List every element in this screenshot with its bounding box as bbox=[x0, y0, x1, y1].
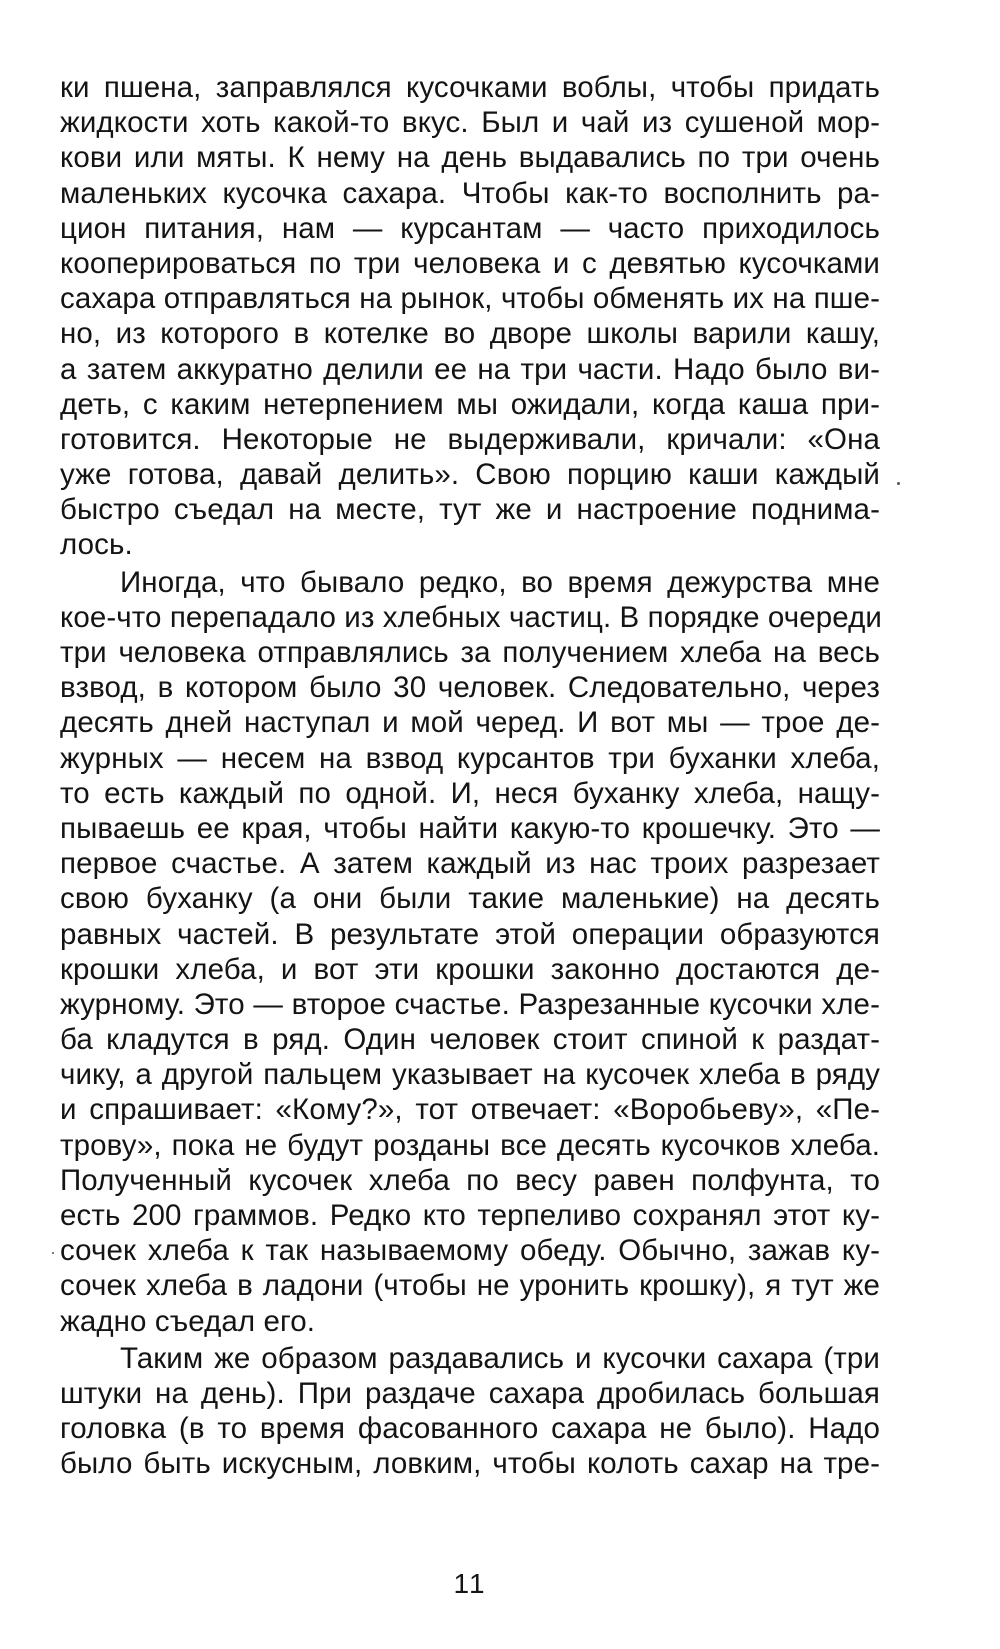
text-line: сахара отправляться на рынок, чтобы обменять их на пше- bbox=[60, 282, 880, 316]
text-line: жидкости хоть какой-то вкус. Был и чай из сушеной мор- bbox=[60, 106, 880, 140]
text-line: цион питания, нам — курсантам — часто приходилось bbox=[60, 211, 880, 245]
text-line: маленьких кусочка сахара. Чтобы как-то восполнить ра- bbox=[60, 176, 880, 210]
text-line: лось. bbox=[60, 528, 133, 562]
text-line: ба кладутся в ряд. Один человек стоит спиной к раздат- bbox=[60, 1023, 880, 1057]
text-line: уже готова, давай делить». Свою порцию каши каждый bbox=[60, 458, 880, 492]
text-line: крошки хлеба, и вот эти крошки законно достаются де- bbox=[60, 952, 880, 986]
text-line: равных частей. В результате этой операции образуются bbox=[60, 917, 880, 951]
print-speck bbox=[52, 1252, 54, 1254]
page-number: 11 bbox=[453, 1568, 487, 1599]
text-line: то есть каждый по одной. И, неся буханку хлеба, нащу- bbox=[60, 776, 880, 810]
text-line: кооперироваться по три человека и с девятью кусочками bbox=[60, 246, 880, 280]
text-line: Полученный кусочек хлеба по весу равен полфунта, то bbox=[60, 1163, 880, 1197]
paragraph-continued bbox=[60, 70, 880, 563]
text-line: ки пшена, заправлялся кусочками воблы, чтобы придать bbox=[60, 71, 880, 104]
text-line: кое-что перепадало из хлебных частиц. В порядке очереди bbox=[60, 600, 882, 634]
text-line: журному. Это — второе счастье. Разрезанные кусочки хле- bbox=[60, 987, 880, 1021]
text-line: есть 200 граммов. Редко кто терпеливо сохранял этот ку- bbox=[60, 1199, 880, 1232]
text-line: Иногда, что бывало редко, во время дежурства мне bbox=[120, 565, 880, 599]
text-line: а затем аккуратно делили ее на три части. Надо было ви- bbox=[60, 352, 880, 386]
text-line: кови или мяты. К нему на день выдавались по три очень bbox=[60, 141, 880, 175]
text-line: и спрашивает: «Кому?», тот отвечает: «Воробьеву», «Пе- bbox=[60, 1093, 880, 1127]
text-line: три человека отправлялись за получением хлеба на весь bbox=[60, 636, 880, 669]
paragraph-bread bbox=[60, 565, 880, 1339]
text-line: было быть искусным, ловким, чтобы колоть сахар на тре- bbox=[60, 1447, 880, 1481]
text-line: сочек хлеба к так называемому обеду. Обычно, зажав ку- bbox=[60, 1234, 880, 1268]
text-line: взвод, в котором было 30 человек. Следовательно, через bbox=[60, 671, 880, 705]
text-line: трову», пока не будут розданы все десять кусочков хлеба. bbox=[60, 1128, 880, 1162]
text-line: но, из которого в котелке во дворе школы варили кашу, bbox=[60, 317, 880, 351]
paragraph-sugar bbox=[60, 1341, 880, 1482]
print-speck bbox=[897, 482, 900, 485]
text-line: готовится. Некоторые не выдерживали, кричали: «Она bbox=[60, 422, 880, 456]
text-line: десять дней наступал и мой черед. И вот мы — трое де- bbox=[60, 706, 880, 740]
text-line: свою буханку (а они были такие маленькие) на десять bbox=[60, 882, 880, 916]
body-text bbox=[60, 70, 880, 1482]
text-line: сочек хлеба в ладони (чтобы не уронить крошку), я тут же bbox=[60, 1269, 880, 1303]
text-line: Таким же образом раздавались и кусочки сахара (три bbox=[120, 1341, 880, 1375]
text-line: пываешь ее края, чтобы найти какую-то крошечку. Это — bbox=[60, 811, 880, 845]
text-line: штуки на день). При раздаче сахара дробилась большая bbox=[60, 1376, 880, 1410]
text-line: жадно съедал его. bbox=[60, 1304, 316, 1338]
text-line: первое счастье. А затем каждый из нас троих разрезает bbox=[60, 847, 880, 881]
text-line: чику, а другой пальцем указывает на кусочек хлеба в ряду bbox=[60, 1058, 880, 1092]
text-line: журных — несем на взвод курсантов три буханки хлеба, bbox=[60, 741, 880, 775]
text-line: быстро съедал на месте, тут же и настроение поднима- bbox=[60, 493, 880, 527]
text-line: головка (в то время фасованного сахара не было). Надо bbox=[60, 1412, 880, 1446]
text-line: деть, с каким нетерпением мы ожидали, когда каша при- bbox=[60, 387, 880, 421]
